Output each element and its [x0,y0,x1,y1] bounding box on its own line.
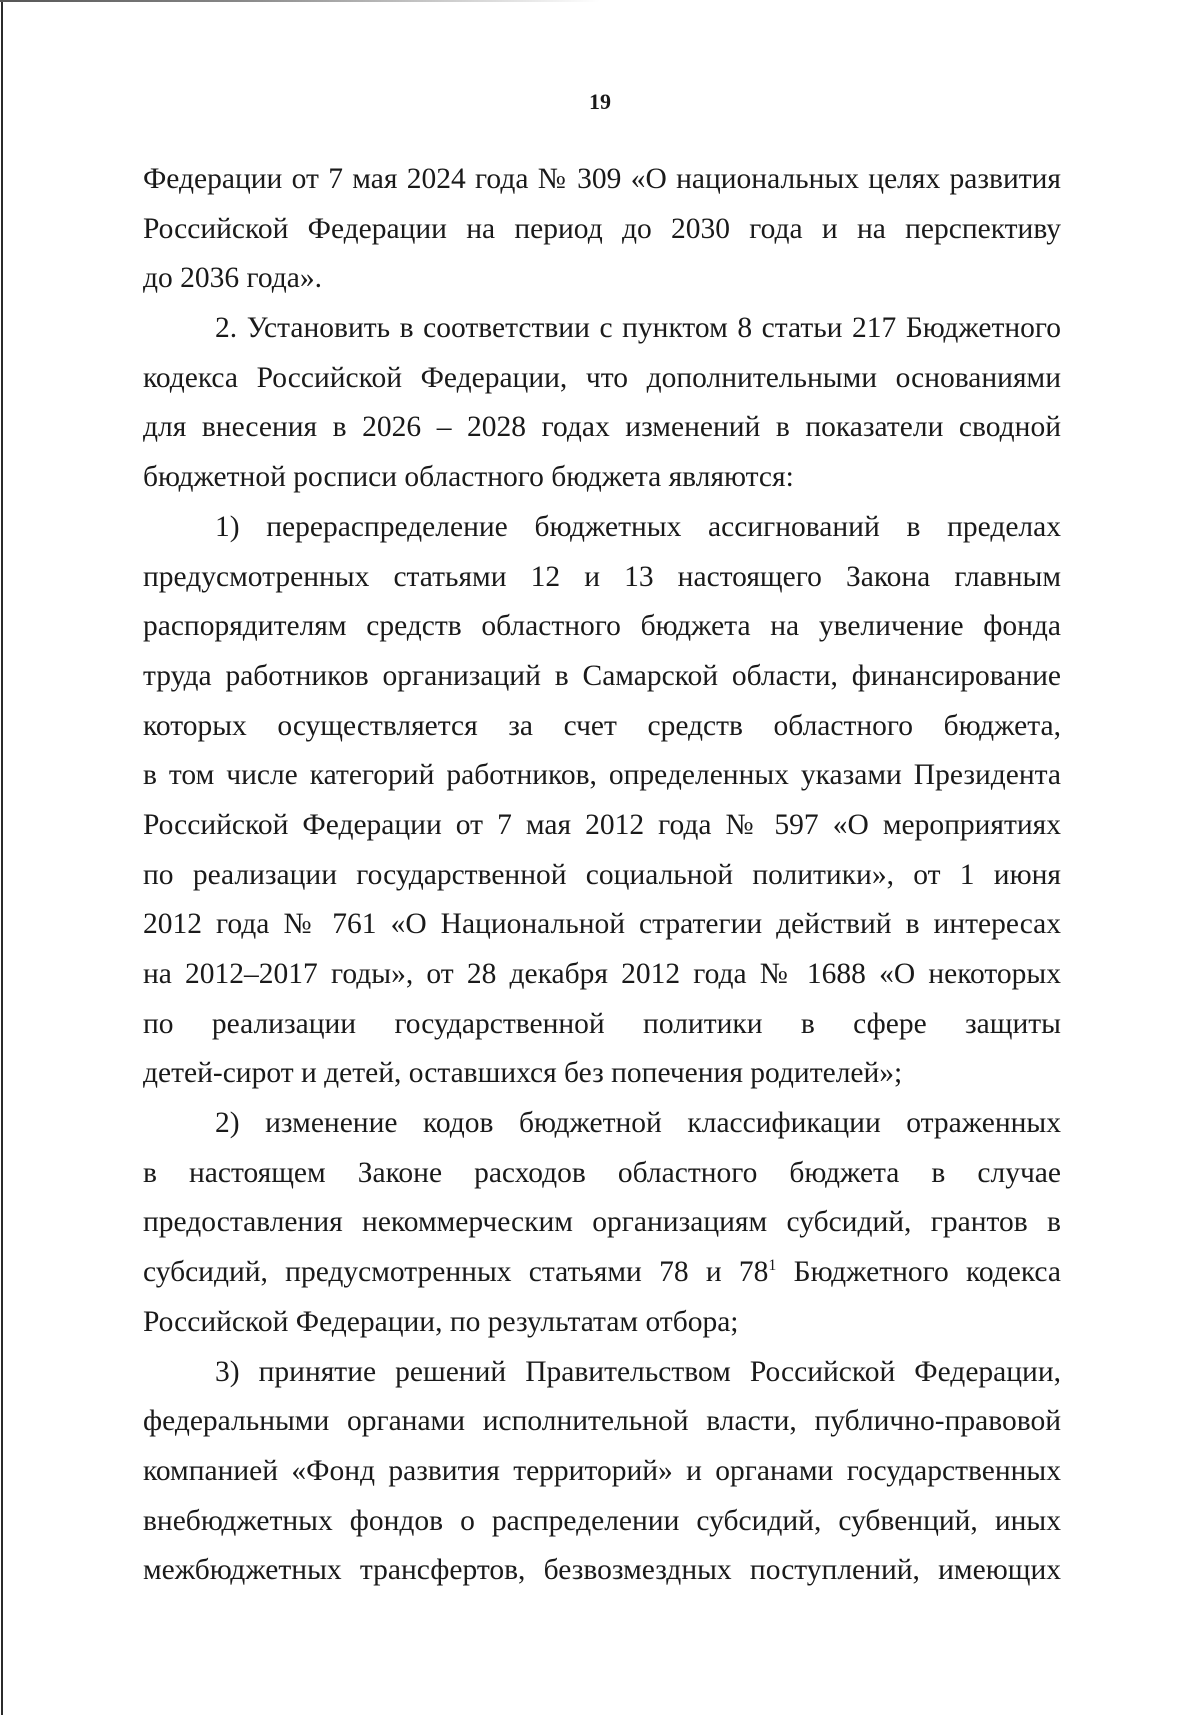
scan-edge-top [0,0,600,2]
text-line: кодекса Российской Федерации, что дополнительными основаниями [143,361,1061,394]
text-line: распорядителям средств областного бюджета на увеличение фонда [143,610,1061,643]
text-line: компанией «Фонд развития территорий» и органами государственных [143,1454,1061,1487]
text-line: на 2012–2017 годы», от 28 декабря 2012 года № 1688 «О некоторых [143,958,1061,990]
text-line: в том числе категорий работников, определенных указами Президента [143,759,1061,792]
text-line: Российской Федерации от 7 мая 2012 года № 597 «О мероприятиях [143,808,1061,841]
document-body [143,155,1061,1596]
text-line: межбюджетных трансфертов, безвозмездных поступлений, имеющих [143,1554,1061,1587]
text-line: 2) изменение кодов бюджетной классификации отраженных [215,1107,1061,1140]
text-line: труда работников организаций в Самарской области, финансирование [143,659,1061,692]
text-line: Федерации от 7 мая 2024 года № 309 «О национальных целях развития [143,163,1061,195]
text-line: внебюджетных фондов о распределении субсидий, субвенций, иных [143,1504,1061,1537]
text-line: детей-сирот и детей, оставшихся без попечения родителей»; [143,1057,903,1090]
text-line: в настоящем Законе расходов областного бюджета в случае [143,1156,1061,1189]
text-fragment: субсидий, предусмотренных статьями 78 и 78 [143,1256,769,1289]
text-line: предоставления некоммерческим организациям субсидий, грантов в [143,1206,1061,1239]
text-line: бюджетной росписи областного бюджета являются: [143,461,794,494]
text-line: 2. Установить в соответствии с пунктом 8 статьи 217 Бюджетного [215,312,1061,345]
text-line: 1) перераспределение бюджетных ассигнований в пределах [215,510,1061,543]
text-line: для внесения в 2026 – 2028 годах изменений в показатели сводной [143,411,1061,444]
text-line: до 2036 года». [143,262,323,295]
scan-edge-left [1,0,3,1715]
text-line: предусмотренных статьями 12 и 13 настоящего Закона главным [143,560,1061,593]
text-line-with-superscript [143,1248,1061,1298]
text-line: по реализации государственной политики в сфере защиты [143,1007,1061,1040]
text-line: по реализации государственной социальной политики», от 1 июня [143,858,1061,891]
text-line: 2012 года № 761 «О Национальной стратегии действий в интересах [143,908,1061,941]
page-number: 19 [589,89,611,114]
text-line: федеральными органами исполнительной власти, публично-правовой [143,1405,1061,1438]
superscript: 1 [768,1257,777,1275]
text-fragment: Бюджетного кодекса [776,1256,1061,1289]
text-line: которых осуществляется за счет средств областного бюджета, [143,709,1061,742]
text-line: 3) принятие решений Правительством Российской Федерации, [215,1355,1061,1388]
text-line: Российской Федерации на период до 2030 года и на перспективу [143,212,1061,245]
text-line: Российской Федерации, по результатам отбора; [143,1305,739,1338]
